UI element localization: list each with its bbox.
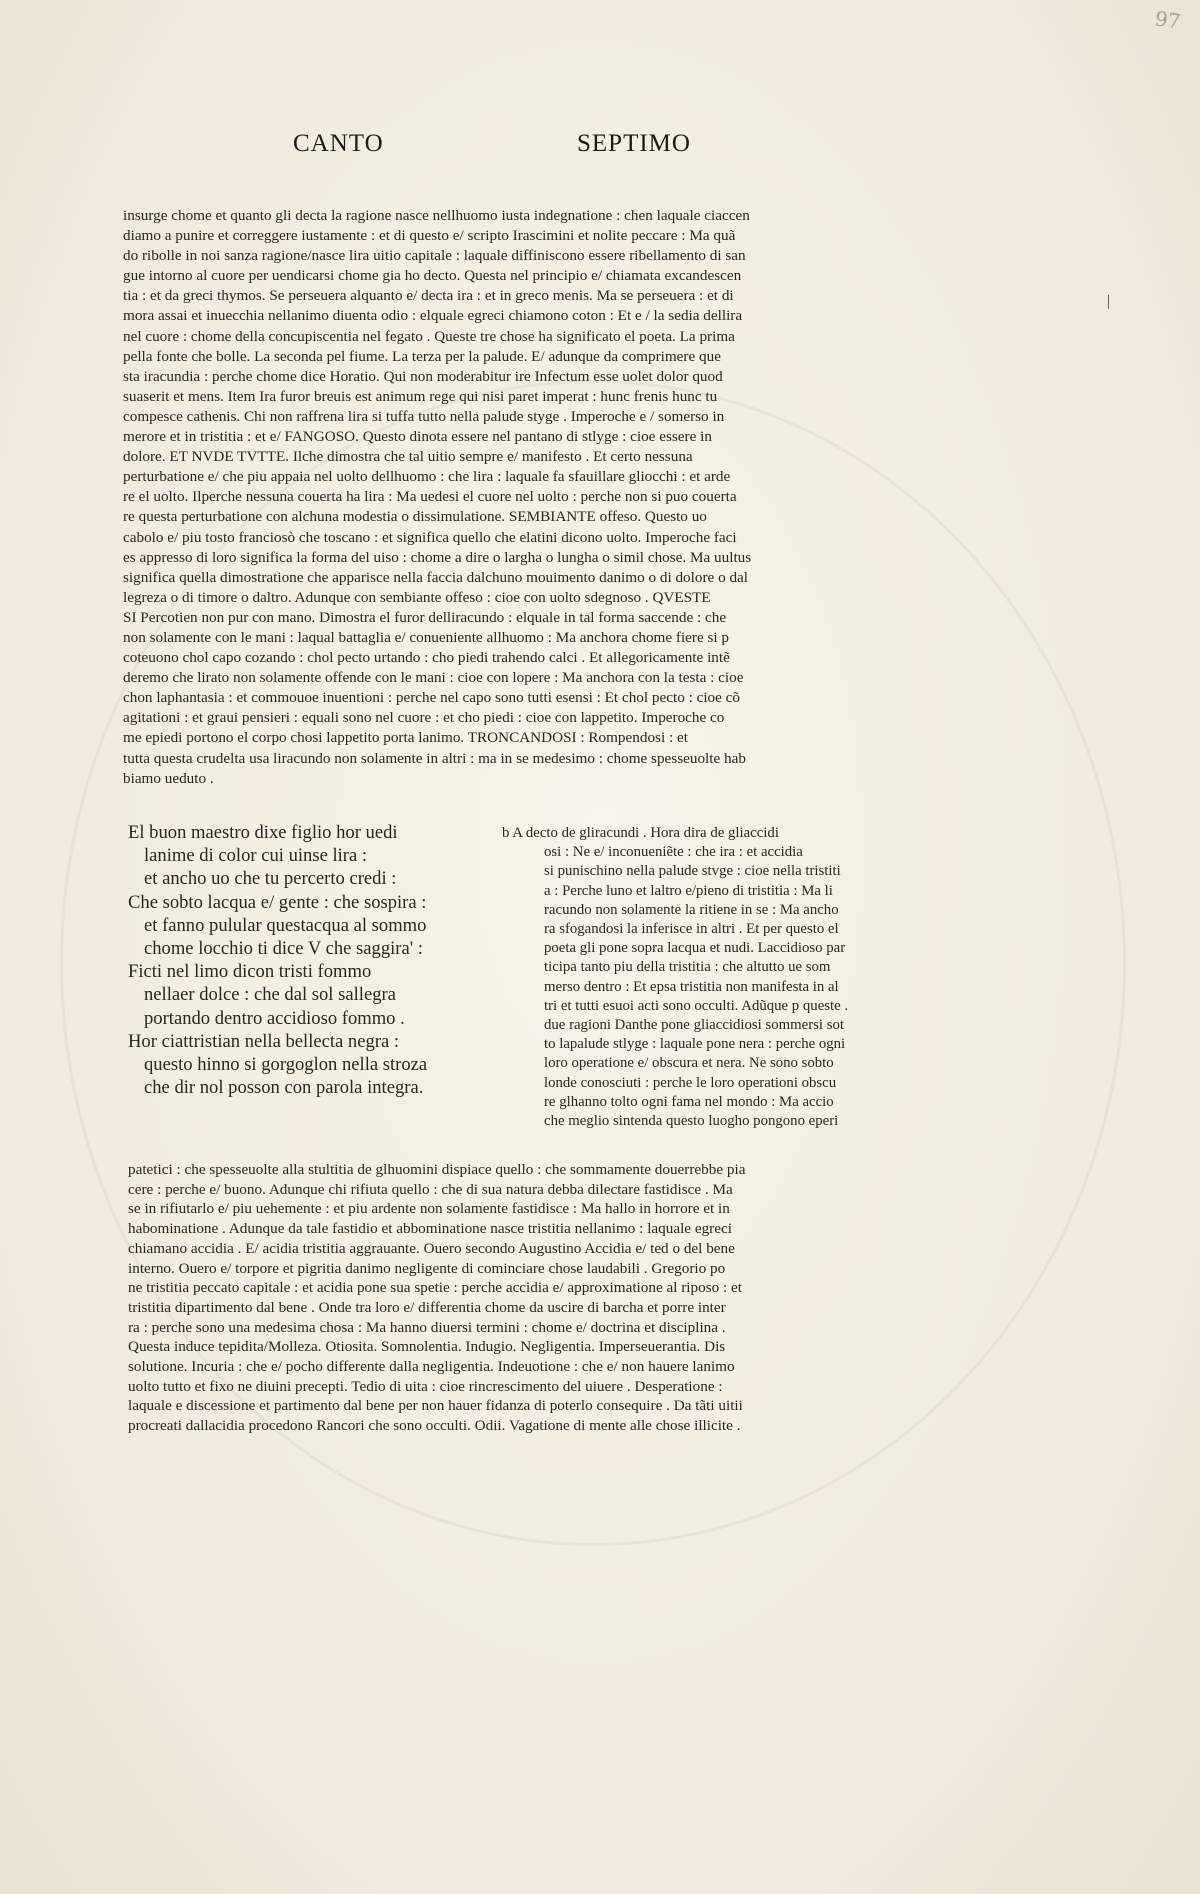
poem-verse-block [128, 821, 488, 1099]
side-commentary-line: londe conosciuti : perche le loro operationi obscu [544, 1074, 837, 1091]
running-head-septimo: SEPTIMO [577, 130, 691, 157]
commentary-line: sta iracundia : perche chome dice Horatio. Qui non moderabitur ire Infectum esse uolet dolor quod [123, 367, 723, 385]
verse-line: lanime di color cui uinse lira : [144, 845, 368, 867]
folio-number: 97 [1153, 6, 1182, 34]
verse-line: Ficti nel limo dicon tristi fommo [128, 961, 372, 983]
running-head [0, 130, 1200, 160]
margin-mark [1108, 295, 1109, 309]
verse-line: che dir nol posson con parola integra. [144, 1077, 424, 1099]
commentary-line: significa quella dimostratione che apparisce nella faccia dalchuno mouimento danimo o di dolore o dal [123, 568, 749, 586]
side-commentary-line: che meglio sintenda questo luogho pongono eperi [544, 1113, 839, 1130]
commentary-line: me epiedi portono el corpo chosi lappetito porta lanimo. TRONCANDOSI : Rompendosi : et [123, 729, 688, 747]
commentary-line: nel cuore : chome della concupiscentia nel fegato . Queste tre chose ha significato el poeta. La prima [123, 327, 735, 345]
commentary-line: tia : et da greci thymos. Se perseuera alquanto e/ decta ira : et in greco menis. Ma se perseuera : et di [123, 287, 734, 305]
commentary-line: gue intorno al cuore per uendicarsi chome gia ho decto. Questa nel principio e/ chiamata excandescen [123, 267, 742, 285]
commentary-line: es appresso di loro significa la forma del uiso : chome a dire o largha o lungha o simil chose. Ma uultus [123, 548, 752, 566]
verse-line: portando dentro accidioso fommo . [144, 1007, 405, 1029]
commentary-line: procreati dallacidia procedono Rancori che sono occulti. Odii. Vagatione di mente alle chose illicite . [128, 1417, 741, 1435]
verse-line: El buon maestro dixe figlio hor uedi [128, 822, 398, 843]
running-head-canto: CANTO [293, 130, 384, 157]
commentary-line: perturbatione e/ che piu appaia nel uolto dellhuomo : che lira : laquale fa sfauillare gliocchi : et arde [123, 468, 731, 486]
verse-line: questo hinno si gorgoglon nella stroza [144, 1054, 428, 1076]
verse-line: nellaer dolce : che dal sol sallegra [144, 984, 396, 1006]
commentary-line: dolore. ET NVDE TVTTE. Ilche dimostra che tal uitio sempre e/ manifesto . Et certo nessuna [123, 448, 693, 466]
side-commentary-line: loro operatione e/ obscura et nera. Ne sono sobto [544, 1055, 834, 1072]
side-commentary-line: b A decto de gliracundi . Hora dira de gliaccidi [502, 825, 779, 841]
commentary-line: interno. Ouero e/ torpore et pigritia danimo negligente di cominciare chose laudabili . Gregorio po [128, 1259, 726, 1277]
commentary-line: tutta questa crudelta usa liracundo non solamente in altri : ma in se medesimo : chome spesseuolte hab [123, 749, 746, 767]
commentary-line: suaserit et mens. Item Ira furor breuis est animum rege qui nisi paret imperat : hunc frenis hunc tu [123, 387, 718, 405]
commentary-line: deremo che lirato non solamente offende con le mani : cioe con lopere : Ma anchora con la testa : cioe [123, 669, 744, 687]
commentary-line: insurge chome et quanto gli decta la ragione nasce nellhuomo iusta indegnatione : chen laquale ciaccen [123, 207, 750, 224]
commentary-bottom-block [128, 1160, 888, 1436]
side-commentary-line: osi : Ne e/ inconueniẽte : che ira : et accidia [544, 844, 803, 861]
commentary-line: biamo ueduto . [123, 769, 214, 787]
commentary-line: mora assai et inuecchia nellanimo diuenta odio : elquale egreci chiamono coton : Et e / la sedia dellira [123, 307, 743, 325]
commentary-line: SI Percotien non pur con mano. Dimostra el furor delliracundo : elquale in tal forma saccende : che [123, 608, 727, 626]
side-commentary-line: merso dentro : Et epsa tristitia non manifesta in al [544, 978, 839, 995]
side-commentary-line: ra sfogandosi la inferisce in altri . Et per questo el [544, 921, 839, 938]
verse-line: et ancho uo che tu percerto credi : [144, 868, 397, 890]
commentary-line: legreza o di timore o daltro. Adunque con sembiante offeso : cioe con uolto sdegnoso . QVESTE [123, 588, 711, 606]
verse-line: Che sobto lacqua e/ gente : che sospira : [128, 891, 427, 913]
commentary-line: compesce cathenis. Chi non raffrena lira si tuffa tutto nella palude styge . Imperoche e / somerso in [123, 407, 725, 425]
commentary-line: coteuono chol capo cozando : chol pecto urtando : cho piedi trahendo calci . Et allegoricamente intẽ [123, 649, 730, 667]
commentary-line: cere : perche e/ buono. Adunque chi rifiuta quello : che di sua natura debba dilectare fastidisce . Ma [128, 1180, 733, 1198]
verse-line: et fanno pulular questacqua al sommo [144, 914, 427, 936]
commentary-line: chiamano accidia . E/ acidia tristitia aggrauante. Ouero secondo Augustino Accidia e/ ted o del bene [128, 1239, 735, 1257]
side-commentary-line: ticipa tanto piu della tristitia : che altutto ue som [544, 959, 831, 976]
commentary-line: solutione. Incuria : che e/ pocho differente dalla negligentia. Indeuotione : che e/ non hauere lanimo [128, 1358, 735, 1376]
commentary-line: re el uolto. Ilperche nessuna couerta ha lira : Ma uedesi el cuore nel uolto : perche non si puo couerta [123, 488, 737, 506]
commentary-line: non solamente con le mani : laqual battaglia e/ conueniente allhuomo : Ma anchora chome fiere si p [123, 628, 730, 646]
side-commentary-line: to lapalude stlyge : laquale pone nera : perche ogni [544, 1036, 846, 1053]
commentary-line: Questa induce tepidita/Molleza. Otiosita. Somnolentia. Indugio. Negligentia. Imperseuerantia. Dis [128, 1338, 726, 1356]
commentary-line: se in rifiutarlo e/ piu uehemente : et piu ardente non solamente fastidisce : Ma hallo in horrore et in [128, 1200, 730, 1218]
commentary-line: ne tristitia peccato capitale : et acidia pone sua spetie : perche accidia e/ approximatione al riposo : et [128, 1279, 742, 1297]
side-commentary-line: re glhanno tolto ogni fama nel mondo : Ma accio [544, 1093, 834, 1110]
commentary-line: re questa perturbatione con alchuna modestia o dissimulatione. SEMBIANTE offeso. Questo uo [123, 508, 707, 526]
side-commentary-line: a : Perche luno et laltro e/pieno di tristitia : Ma li [544, 882, 833, 899]
commentary-line: laquale e discessione et partimento dal bene per non hauer fidanza di poterlo consequire . Da tãti uitii [128, 1397, 743, 1415]
commentary-line: do ribolle in noi sanza ragione/nasce lira uitio capitale : laquale diffiniscono essere ribellamento di san [123, 247, 746, 265]
side-commentary-line: poeta gli pone sopra lacqua et nudi. Laccidioso par [544, 940, 846, 957]
commentary-line: tristitia dipartimento dal bene . Onde tra loro e/ differentia chome da uscire di barcha et porre inter [128, 1298, 726, 1316]
commentary-line: uolto tutto et fixo ne diuini precepti. Tedio di uita : cioe rincrescimento del uiuere . Desperatione : [128, 1377, 723, 1395]
commentary-line: pella fonte che bolle. La seconda pel fiume. La terza per la palude. E/ adunque da comprimere que [123, 347, 721, 365]
side-commentary-block [502, 824, 887, 1131]
commentary-line: chon laphantasia : et commouoe inuentioni : perche nel capo sono tutti esensi : Et chol pecto : cioe cõ [123, 689, 741, 707]
commentary-top-block [123, 206, 891, 789]
commentary-line: ra : perche sono una medesima chosa : Ma hanno diuersi termini : chome e/ doctrina et disciplina . [128, 1318, 726, 1336]
commentary-line: merore et in tristitia : et e/ FANGOSO. Questo dinota essere nel pantano di stlyge : cioe essere in [123, 428, 712, 446]
side-commentary-line: due ragioni Danthe pone gliaccidiosi sommersi sot [544, 1017, 844, 1034]
commentary-line: diamo a punire et correggere iustamente : et di questo e/ scripto Irascimini et nolite peccare : Ma quã [123, 227, 736, 245]
commentary-line: habominatione . Adunque da tale fastidio et abbominatione nasce tristitia nellanimo : laquale egreci [128, 1220, 732, 1238]
verse-line: Hor ciattristian nella bellecta negra : [128, 1030, 400, 1052]
verse-line: chome locchio ti dice V che saggira' : [144, 938, 423, 960]
commentary-line: patetici : che spesseuolte alla stultitia de glhuomini dispiace quello : che sommamente douerrebbe pia [128, 1161, 746, 1178]
commentary-line: cabolo e/ piu tosto franciosò che toscano : et significa quello che elatini dicono uolto. Imperoche faci [123, 528, 737, 546]
side-commentary-line: racundo non solamente la ritiene in se : Ma ancho [544, 901, 839, 918]
side-commentary-line: tri et tutti esuoi acti sono occulti. Adũque p queste . [544, 997, 849, 1014]
side-commentary-line: si punischino nella palude stvge : cioe nella tristiti [544, 863, 841, 880]
commentary-line: agitationi : et graui pensieri : equali sono nel cuore : et cho piedi : cioe con lappetito. Imperoche co [123, 709, 725, 727]
